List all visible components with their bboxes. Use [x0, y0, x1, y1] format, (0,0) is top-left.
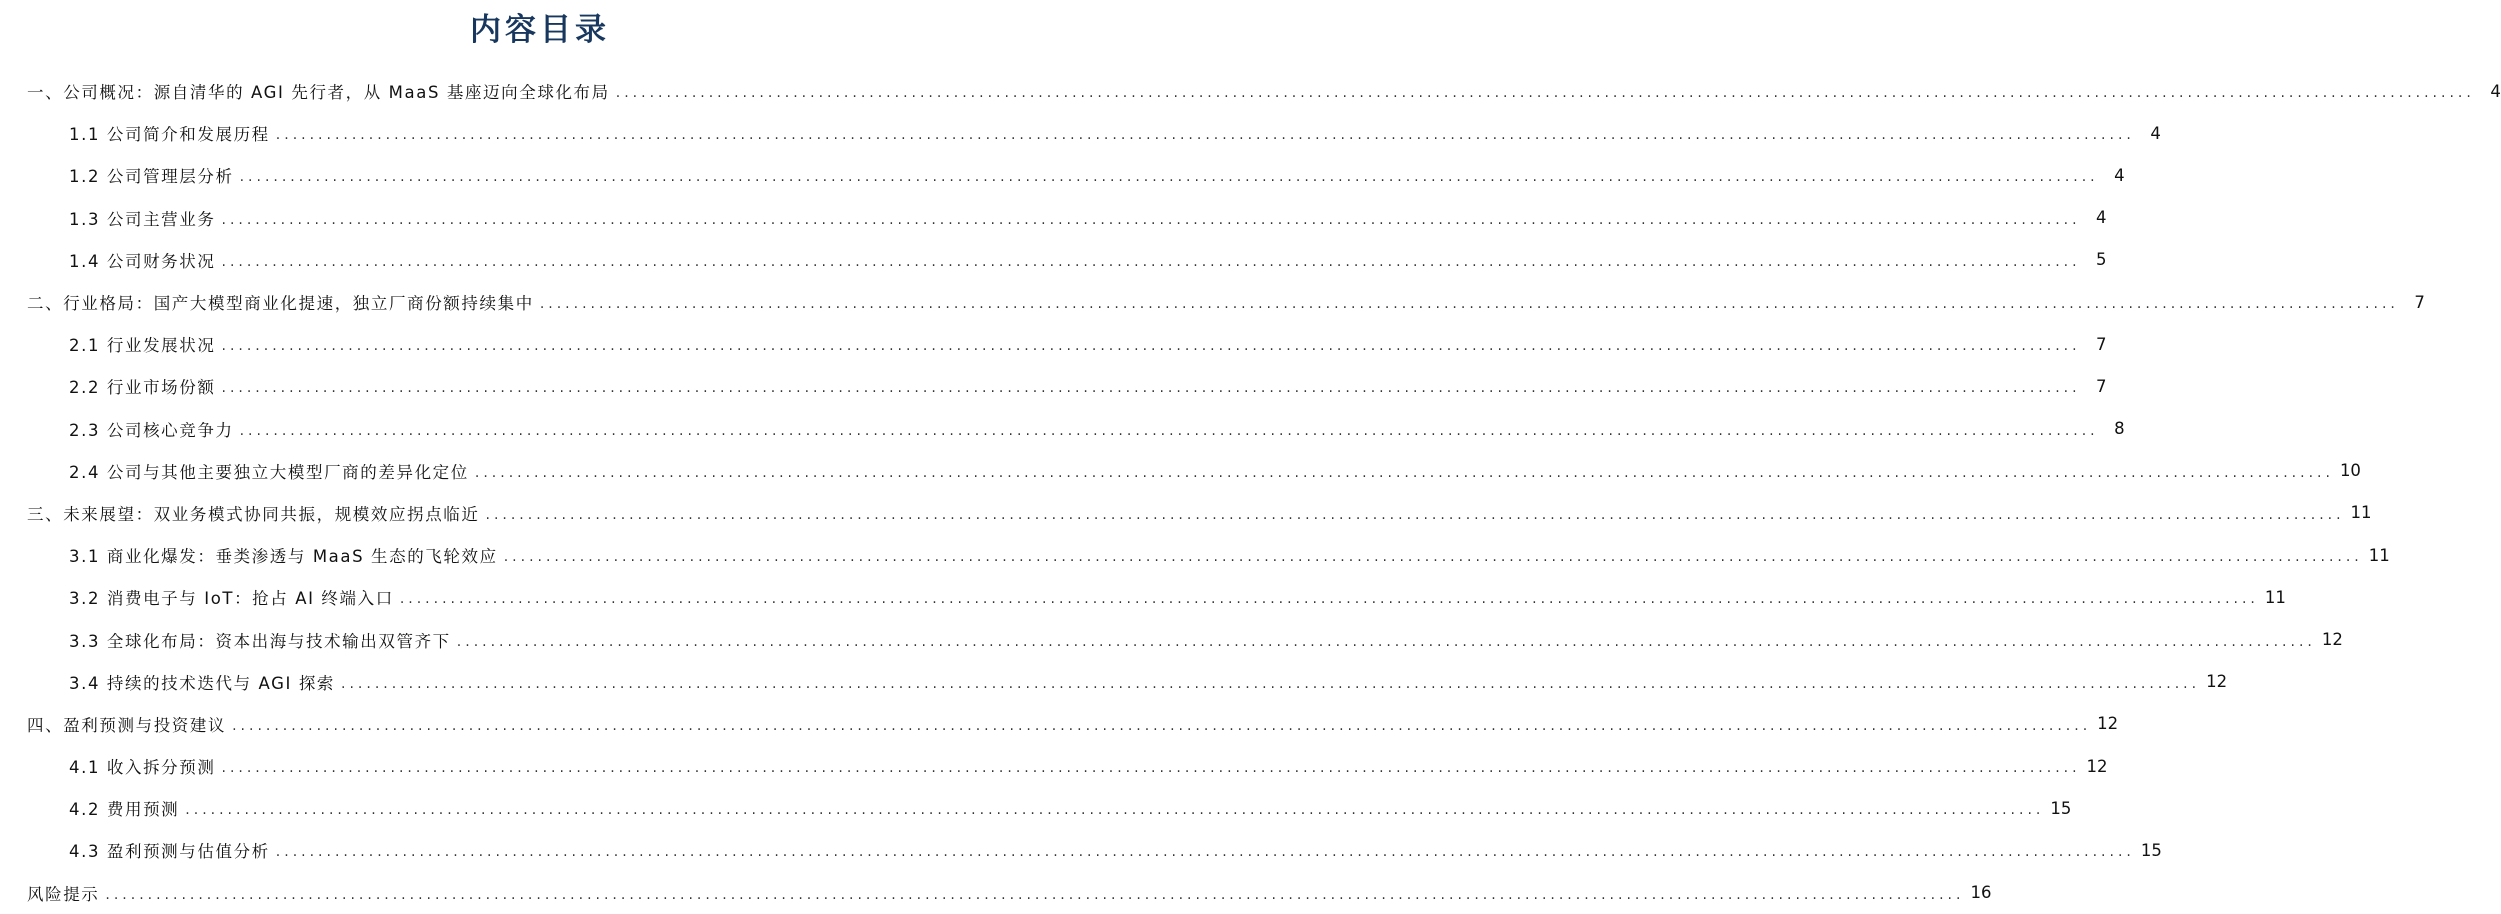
toc-entry-label: 3.2 消费电子与 IoT：抢占 AI 终端入口 — [69, 589, 394, 609]
toc-subsection-entry[interactable] — [0, 534, 2390, 576]
toc-subsection-entry[interactable] — [0, 112, 2161, 154]
toc-dot-leader: ............................................................................................................................................................................................................................ — [221, 760, 2081, 777]
toc-section-entry[interactable] — [0, 872, 1992, 914]
toc-subsection-entry[interactable] — [0, 745, 2108, 787]
toc-dot-leader: ............................................................................................................................................................................................................................ — [503, 549, 2363, 566]
toc-page-number: 8 — [2114, 419, 2125, 439]
toc-page-number: 15 — [2050, 798, 2072, 818]
toc-subsection-entry[interactable] — [0, 323, 2107, 365]
toc-subsection-entry[interactable] — [0, 787, 2072, 829]
toc-dot-leader: ............................................................................................................................................................................................................................ — [341, 675, 2201, 692]
toc-entry-label: 三、未来展望：双业务模式协同共振，规模效应拐点临近 — [27, 504, 480, 524]
toc-page-number: 15 — [2140, 840, 2162, 860]
toc-entry-label: 2.2 行业市场份额 — [69, 378, 216, 398]
toc-subsection-entry[interactable] — [0, 829, 2162, 871]
toc-subsection-entry[interactable] — [0, 576, 2286, 618]
toc-title: 内容目录 — [470, 12, 610, 48]
toc-entry-label: 4.1 收入拆分预测 — [69, 758, 216, 778]
toc-page-number: 12 — [2086, 756, 2108, 776]
toc-page-number: 4 — [2096, 208, 2107, 228]
toc-page-number: 12 — [2321, 630, 2343, 650]
toc-section-entry[interactable] — [0, 70, 2501, 112]
toc-page-number: 11 — [2264, 587, 2286, 607]
toc-dot-leader: ............................................................................................................................................................................................................................ — [399, 591, 2259, 608]
toc-page-number: 16 — [1970, 883, 1992, 903]
toc-page-number: 4 — [2114, 165, 2125, 185]
toc-dot-leader: ............................................................................................................................................................................................................................ — [485, 506, 2345, 523]
toc-page-number: 10 — [2339, 461, 2361, 481]
toc-dot-leader: ............................................................................................................................................................................................................................ — [275, 127, 2135, 144]
toc-dot-leader: ............................................................................................................................................................................................................................ — [239, 169, 2099, 186]
toc-subsection-entry[interactable] — [0, 154, 2125, 196]
toc-entry-label: 2.4 公司与其他主要独立大模型厂商的差异化定位 — [69, 462, 469, 482]
toc-subsection-entry[interactable] — [0, 408, 2125, 450]
toc-entry-label: 3.4 持续的技术迭代与 AGI 探索 — [69, 673, 336, 693]
toc-dot-leader: ............................................................................................................................................................................................................................ — [185, 802, 2045, 819]
toc-entry-label: 四、盈利预测与投资建议 — [27, 715, 227, 735]
toc-entry-label: 2.3 公司核心竞争力 — [69, 420, 234, 440]
toc-section-entry[interactable] — [0, 281, 2425, 323]
toc-dot-leader: ............................................................................................................................................................................................................................ — [275, 844, 2135, 861]
toc-dot-leader: ............................................................................................................................................................................................................................ — [232, 717, 2092, 734]
toc-list — [0, 70, 2501, 914]
toc-page-number: 7 — [2414, 292, 2425, 312]
toc-entry-label: 3.3 全球化布局：资本出海与技术输出双管齐下 — [69, 631, 451, 651]
toc-entry-label: 二、行业格局：国产大模型商业化提速，独立厂商份额持续集中 — [27, 294, 534, 314]
toc-page-number: 7 — [2096, 334, 2107, 354]
toc-entry-label: 1.1 公司简介和发展历程 — [69, 125, 270, 145]
toc-subsection-entry[interactable] — [0, 239, 2107, 281]
toc-entry-label: 4.2 费用预测 — [69, 800, 180, 820]
toc-section-entry[interactable] — [0, 703, 2119, 745]
toc-dot-leader: ............................................................................................................................................................................................................................ — [539, 296, 2399, 313]
toc-subsection-entry[interactable] — [0, 618, 2343, 660]
toc-page-number: 4 — [2150, 123, 2161, 143]
toc-dot-leader: ............................................................................................................................................................................................................................ — [221, 380, 2081, 397]
toc-entry-label: 3.1 商业化爆发：垂类渗透与 MaaS 生态的飞轮效应 — [69, 547, 498, 567]
toc-entry-label: 1.2 公司管理层分析 — [69, 167, 234, 187]
toc-entry-label: 2.1 行业发展状况 — [69, 336, 216, 356]
toc-page-number: 7 — [2096, 376, 2107, 396]
toc-dot-leader: ............................................................................................................................................................................................................................ — [456, 633, 2316, 650]
toc-page-number: 12 — [2206, 672, 2228, 692]
toc-subsection-entry[interactable] — [0, 450, 2361, 492]
toc-dot-leader: ............................................................................................................................................................................................................................ — [239, 422, 2099, 439]
toc-entry-label: 风险提示 — [27, 884, 100, 904]
toc-entry-label: 1.4 公司财务状况 — [69, 251, 216, 271]
toc-entry-label: 一、公司概况：源自清华的 AGI 先行者，从 MaaS 基座迈向全球化布局 — [27, 83, 610, 103]
toc-subsection-entry[interactable] — [0, 365, 2107, 407]
toc-page-number: 12 — [2097, 714, 2119, 734]
toc-dot-leader: ............................................................................................................................................................................................................................ — [221, 211, 2081, 228]
toc-dot-leader: ............................................................................................................................................................................................................................ — [474, 464, 2334, 481]
toc-dot-leader: ............................................................................................................................................................................................................................ — [615, 85, 2475, 102]
toc-page-number: 11 — [2368, 545, 2390, 565]
toc-subsection-entry[interactable] — [0, 661, 2228, 703]
toc-section-entry[interactable] — [0, 492, 2372, 534]
toc-entry-label: 4.3 盈利预测与估值分析 — [69, 842, 270, 862]
toc-entry-label: 1.3 公司主营业务 — [69, 209, 216, 229]
toc-page-number: 11 — [2350, 503, 2372, 523]
toc-page-number: 4 — [2490, 81, 2501, 101]
toc-dot-leader: ............................................................................................................................................................................................................................ — [105, 886, 1965, 903]
toc-subsection-entry[interactable] — [0, 197, 2107, 239]
toc-dot-leader: ............................................................................................................................................................................................................................ — [221, 338, 2081, 355]
toc-dot-leader: ............................................................................................................................................................................................................................ — [221, 253, 2081, 270]
toc-page-number: 5 — [2096, 250, 2107, 270]
